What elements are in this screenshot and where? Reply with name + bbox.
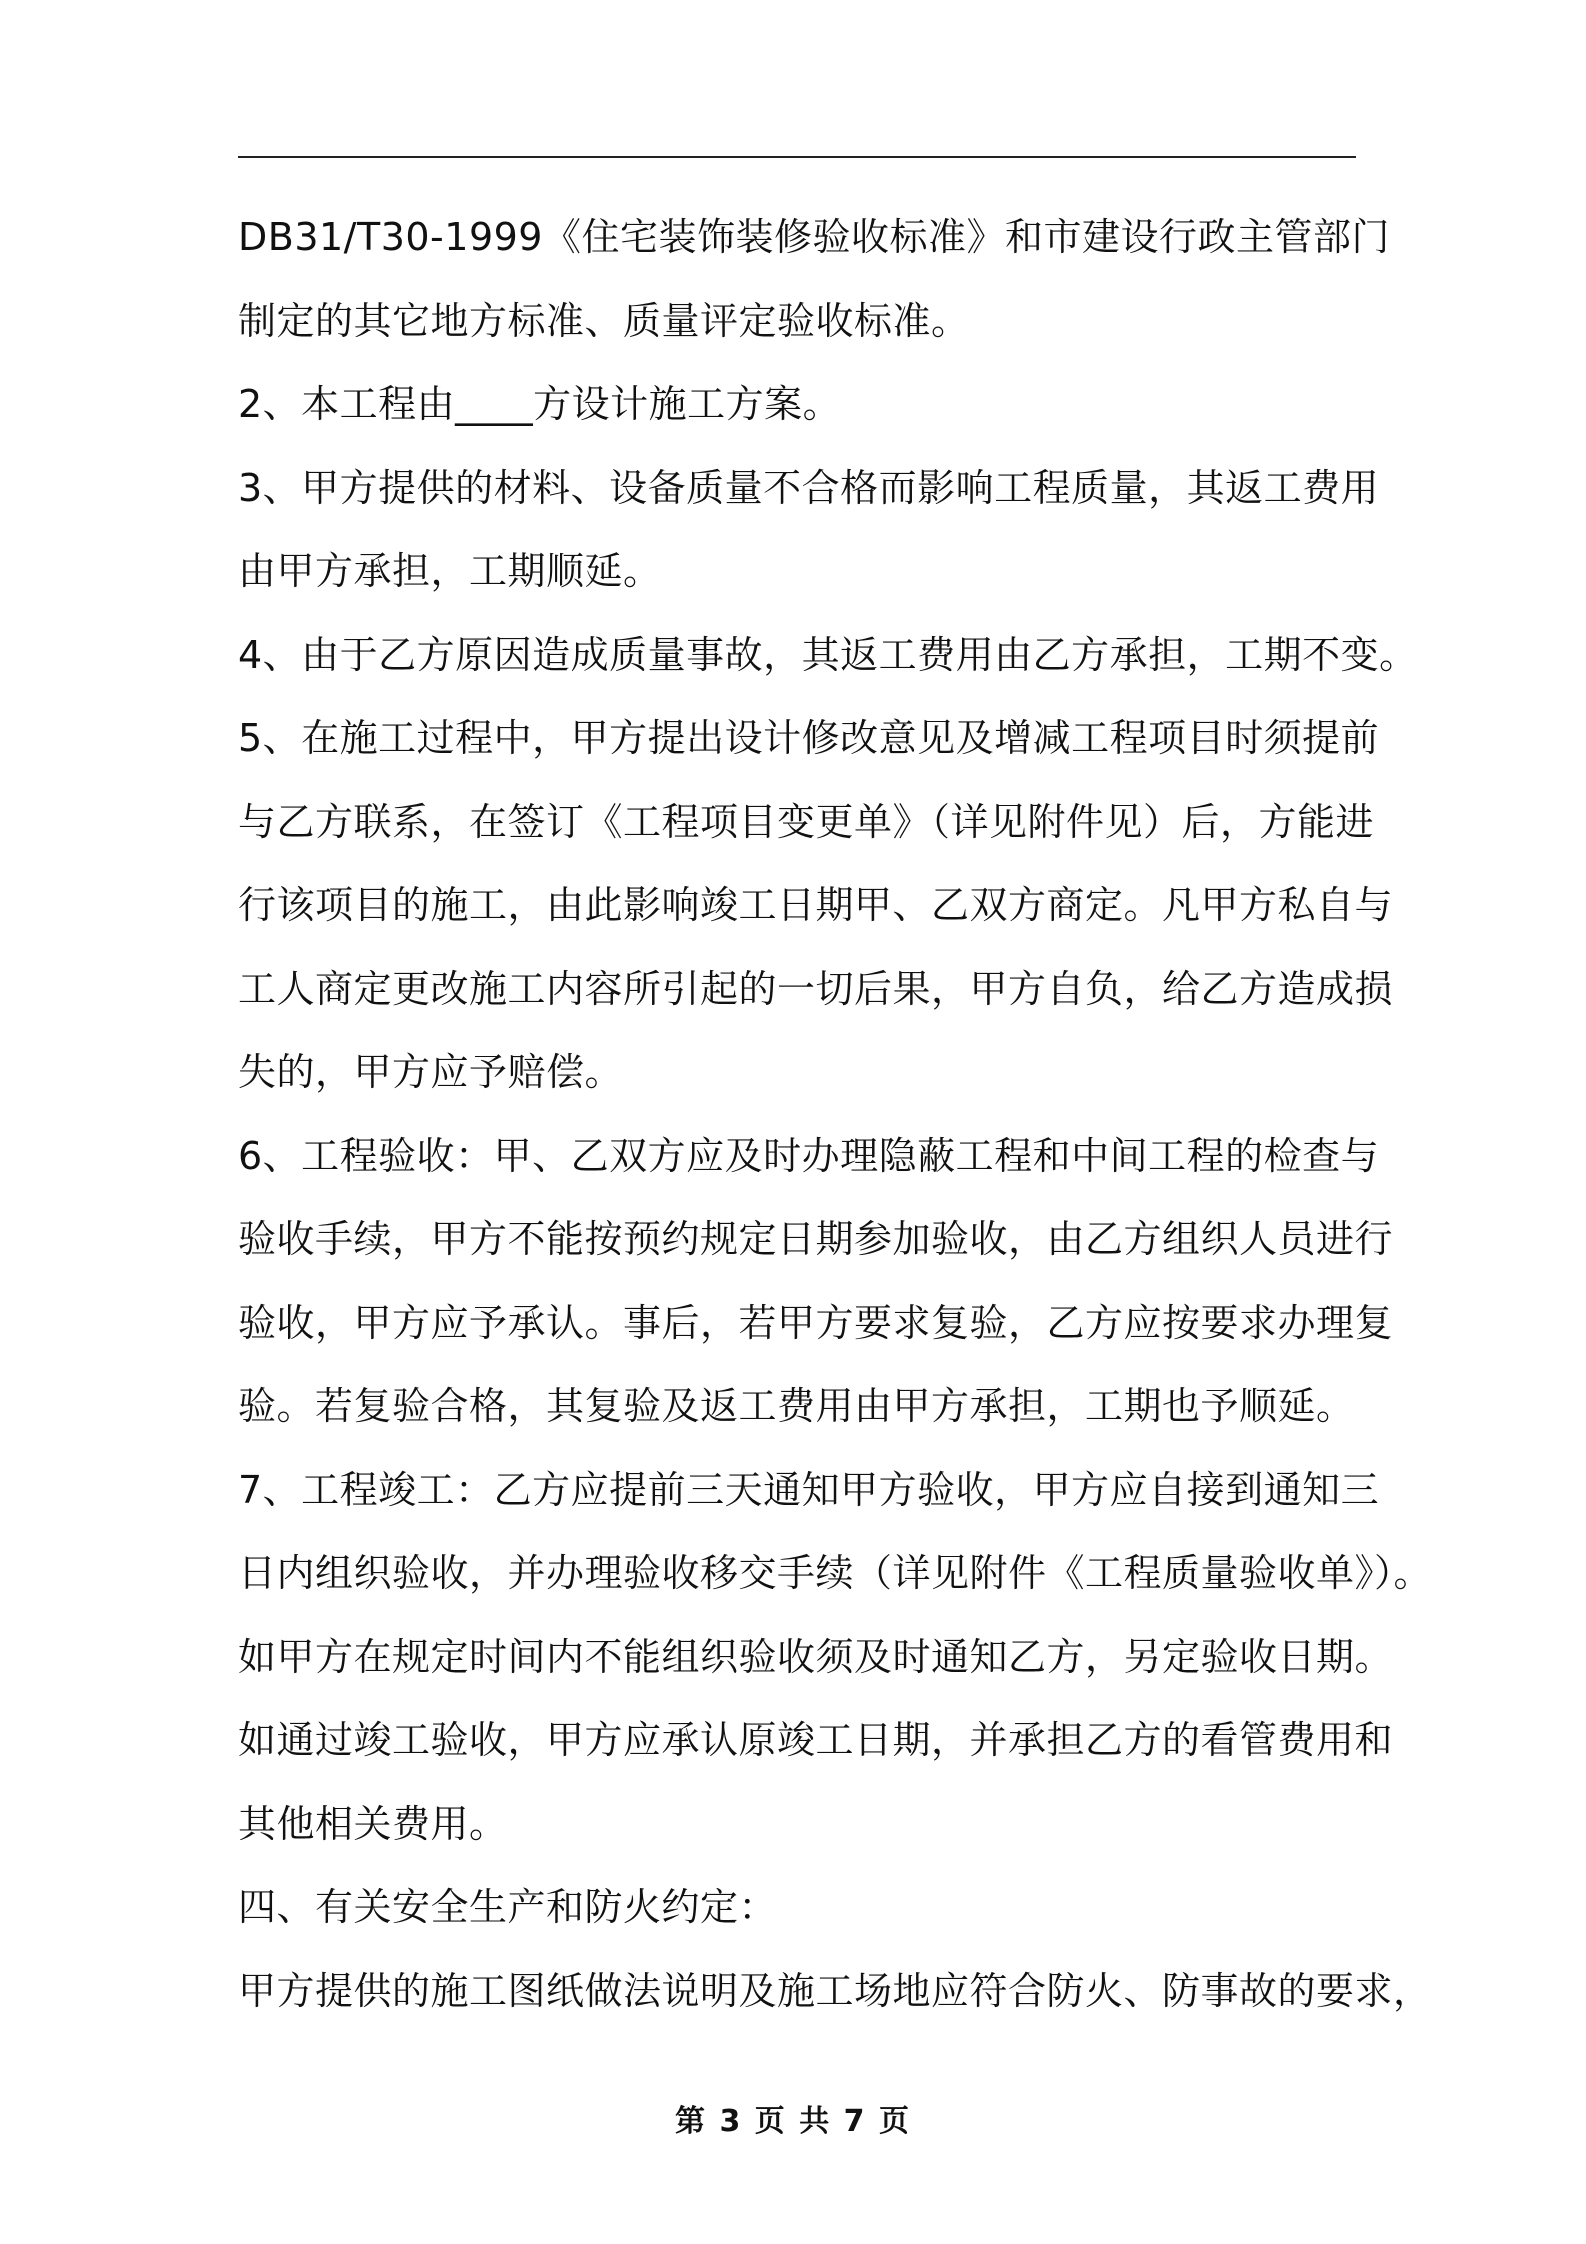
text-line: 验。若复验合格，其复验及返工费用由甲方承担，工期也予顺延。 — [238, 1384, 1355, 1428]
text-line: 与乙方联系，在签订《工程项目变更单》（详见附件见）后，方能进 — [238, 799, 1375, 844]
text-line: 3、甲方提供的材料、设备质量不合格而影响工程质量，其返工费用 — [238, 465, 1380, 510]
text-line: 甲方提供的施工图纸做法说明及施工场地应符合防火、防事故的要求， — [238, 1968, 1432, 2013]
text-line: 行该项目的施工，由此影响竣工日期甲、乙双方商定。凡甲方私自与 — [238, 883, 1394, 927]
text-line: 验收，甲方应予承认。事后，若甲方要求复验，乙方应按要求办理复 — [238, 1300, 1394, 1345]
text-line: 制定的其它地方标准、质量评定验收标准。 — [238, 298, 970, 343]
body-text — [238, 196, 1433, 2033]
text-line: 如通过竣工验收，甲方应承认原竣工日期，并承担乙方的看管费用和 — [238, 1718, 1394, 1762]
text-line: 其他相关费用。 — [238, 1801, 508, 1846]
text-line: 失的，甲方应予赔偿。 — [238, 1050, 624, 1094]
text-line: 四、有关安全生产和防火约定： — [238, 1885, 778, 1929]
text-line: 验收手续，甲方不能按预约规定日期参加验收，由乙方组织人员进行 — [238, 1217, 1394, 1261]
text-line: 2、本工程由____方设计施工方案。 — [238, 382, 842, 426]
text-line: 6、工程验收：甲、乙双方应及时办理隐蔽工程和中间工程的检查与 — [238, 1133, 1380, 1178]
text-line: 5、在施工过程中，甲方提出设计修改意见及增减工程项目时须提前 — [238, 716, 1380, 760]
page-number-footer: 第 3 页 共 7 页 — [675, 2104, 911, 2139]
text-line: 7、工程竣工：乙方应提前三天通知甲方验收，甲方应自接到通知三 — [238, 1467, 1380, 1512]
text-line: 如甲方在规定时间内不能组织验收须及时通知乙方，另定验收日期。 — [238, 1634, 1394, 1679]
text-line: 4、由于乙方原因造成质量事故，其返工费用由乙方承担，工期不变。 — [238, 632, 1418, 677]
text-line: 由甲方承担，工期顺延。 — [238, 549, 662, 593]
text-line: 日内组织验收，并办理验收移交手续（详见附件《工程质量验收单》）。 — [238, 1551, 1433, 1595]
header-rule — [238, 156, 1356, 158]
text-line: 工人商定更改施工内容所引起的一切后果，甲方自负，给乙方造成损 — [238, 966, 1394, 1011]
text-line: DB31/T30-1999《住宅装饰装修验收标准》和市建设行政主管部门 — [238, 215, 1390, 259]
